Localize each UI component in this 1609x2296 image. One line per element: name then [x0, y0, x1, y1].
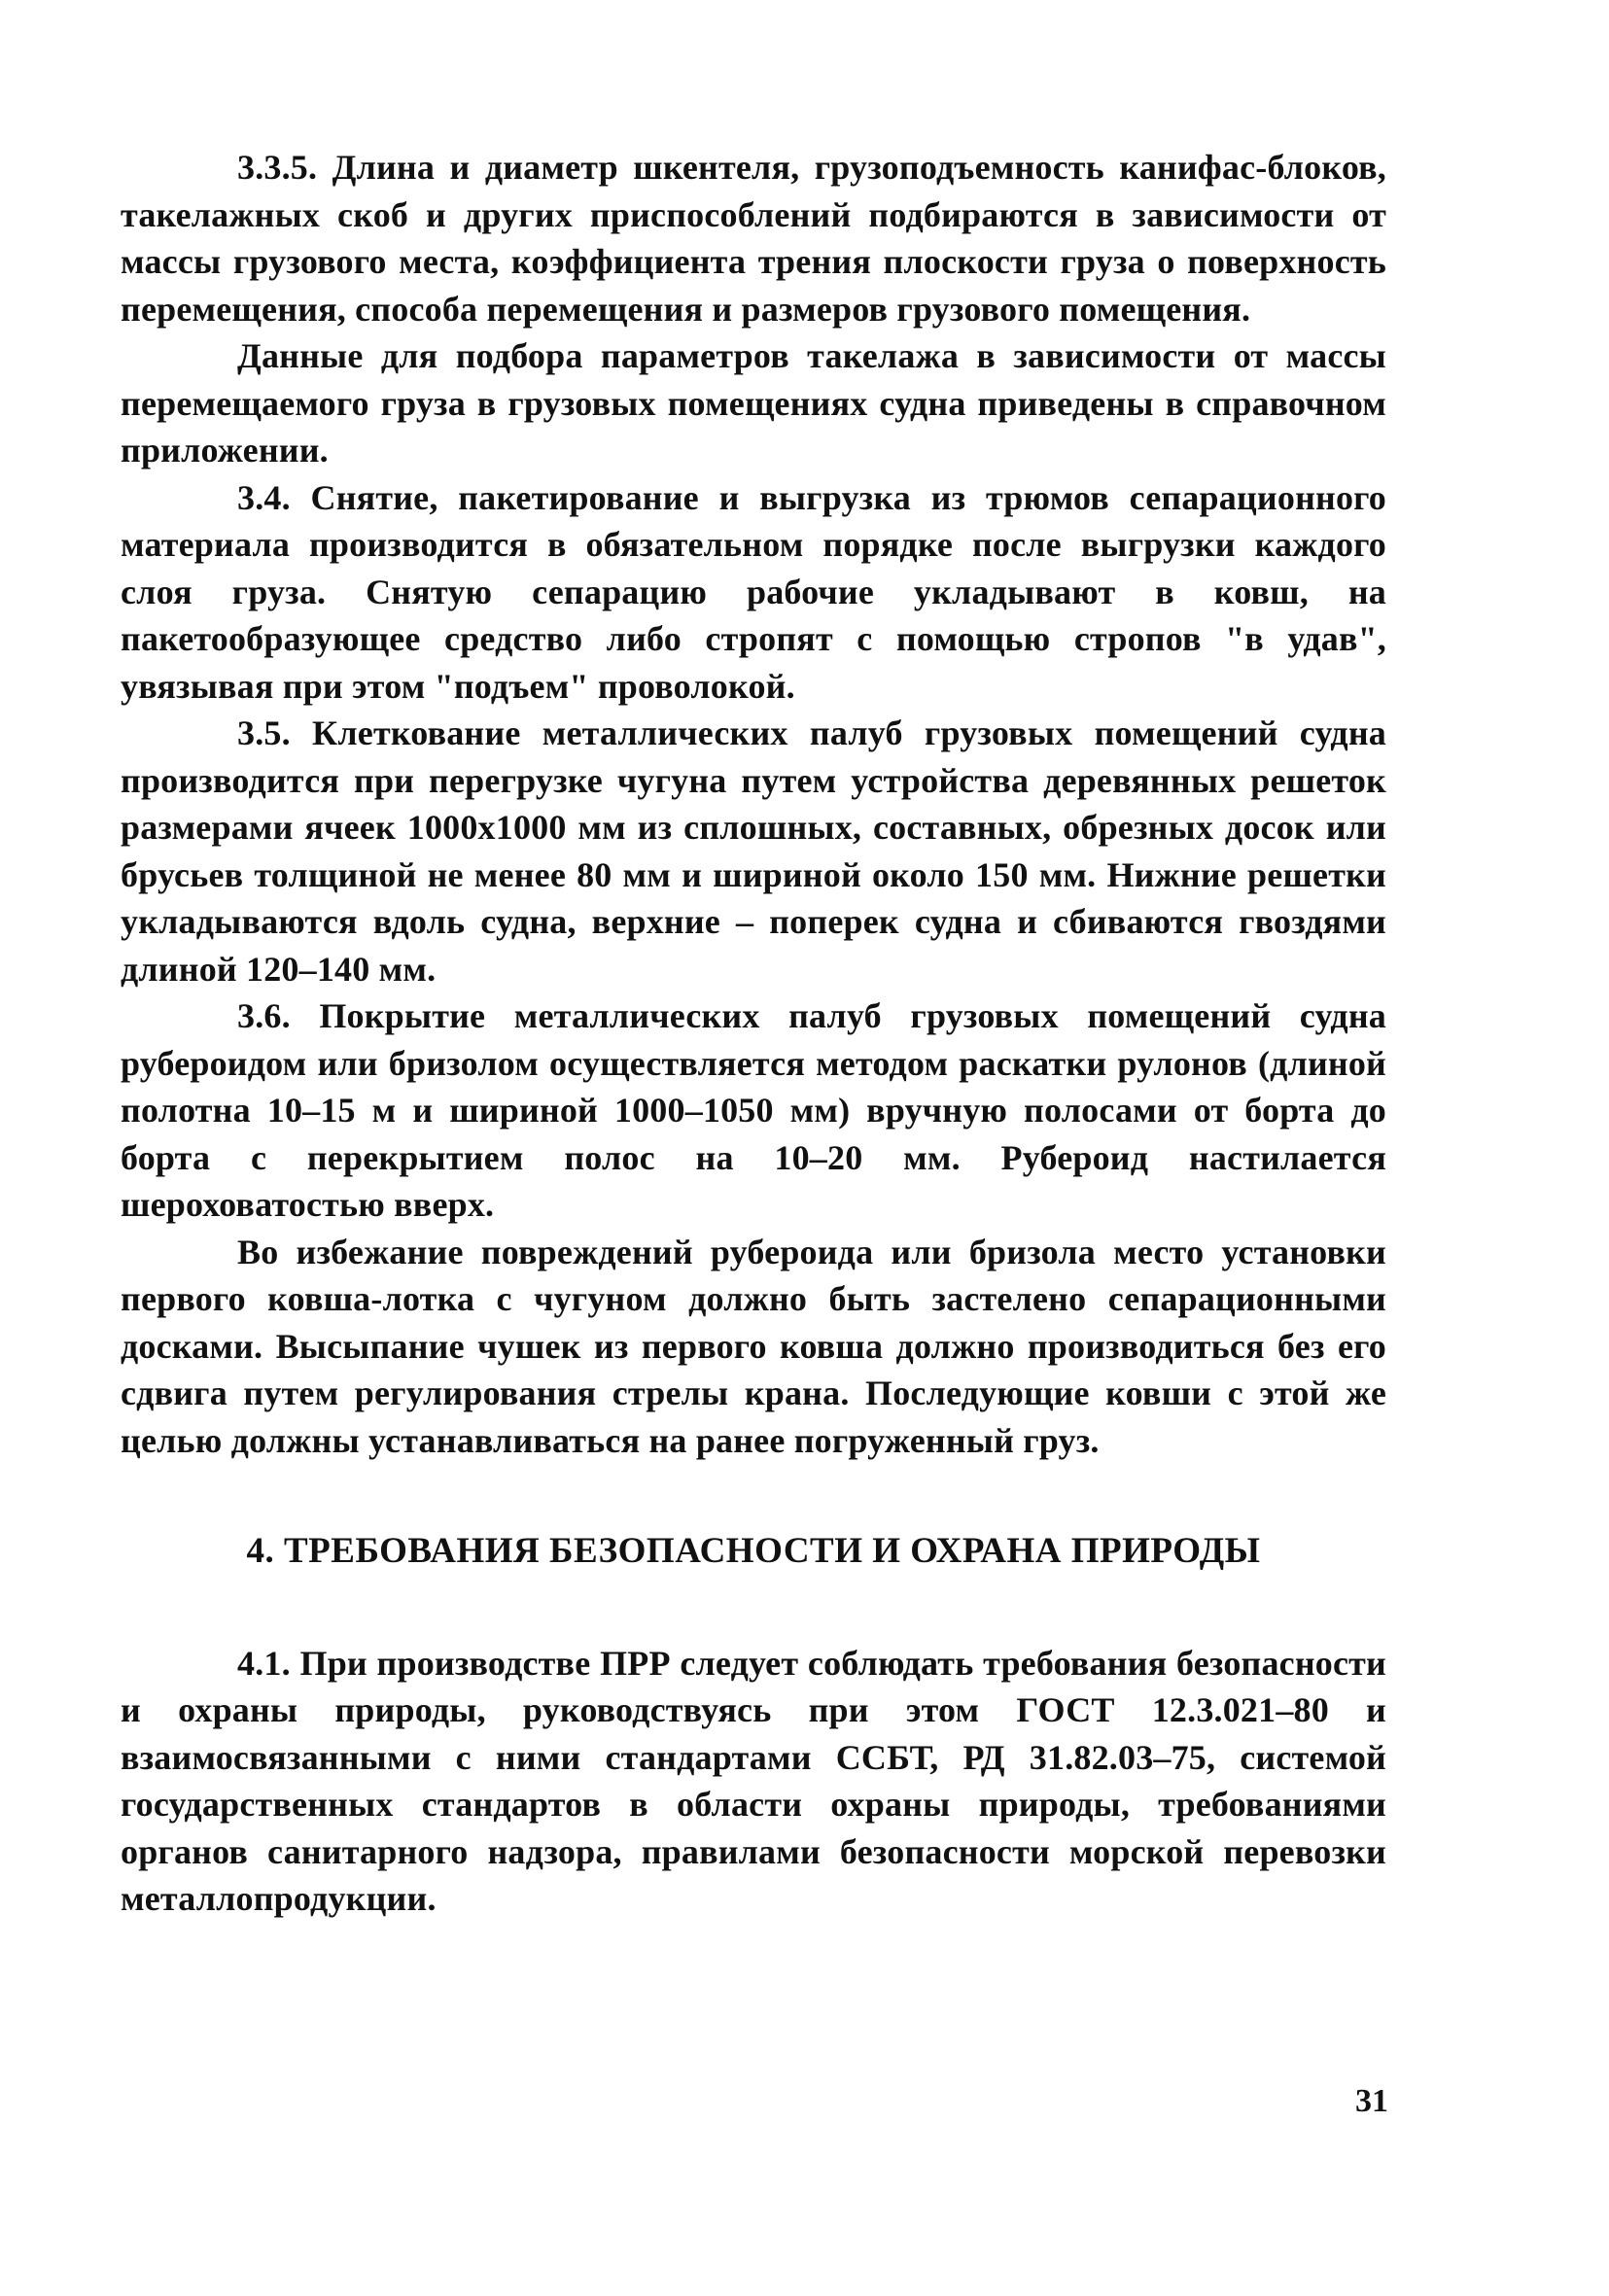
paragraph-3-4: 3.4. Снятие, пакетирование и выгрузка из трюмов сепарационного материала производится в обязательном порядке после выгрузки каждого слоя груза. Снятую сепарацию рабочие укладывают в ковш, на пакетообразующее средство либо стропят с помощью стропов "в удав", увязывая при этом "подъем" проволокой.	[121, 477, 1386, 706]
document-page	[121, 144, 1386, 1923]
paragraph-4-1: 4.1. При производстве ПРР следует соблюдать требования безопасности и охраны природы, руководствуясь при этом ГОСТ 12.3.021–80 и взаимосвязанными с ними стандартами ССБТ, РД 31.82.03–75, системой государственных стандартов в области охраны природы, требованиями органов санитарного надзора, правилами безопасности морской перевозки металлопродукции.	[121, 1643, 1386, 1918]
paragraph-3-5: 3.5. Клеткование металлических палуб грузовых помещений судна производится при перегрузке чугуна путем устройства деревянных решеток размерами ячеек 1000х1000 мм из сплошных, составных, обрезных досок или брусьев толщиной не менее 80 мм и шириной около 150 мм. Нижние решетки укладываются вдоль судна, верхние – поперек судна и сбиваются гвоздями длиной 120–140 мм.	[121, 713, 1386, 989]
paragraph-damage-prevention: Во избежание повреждений рубероида или бризола место установки первого ковша-лотка с чугуном должно быть застелено сепарационными досками. Высыпание чушек из первого ковша должно производиться без его сдвига путем регулирования стрелы крана. Последующие ковши с этой же целью должны устанавливаться на ранее погруженный груз.	[121, 1232, 1386, 1460]
paragraph-3-6: 3.6. Покрытие металлических палуб грузовых помещений судна рубероидом или бризолом осуществляется методом раскатки рулонов (длиной полотна 10–15 м и шириной 1000–1050 мм) вручную полосами от борта до борта с перекрытием полос на 10–20 мм. Рубероид настилается шероховатостью вверх.	[121, 996, 1386, 1224]
paragraph-3-3-5: 3.3.5. Длина и диаметр шкентеля, грузоподъемность канифас-блоков, такелажных скоб и других приспособлений подбираются в зависимости от массы грузового места, коэффициента трения плоскости груза о поверхность перемещения, способа перемещения и размеров грузового помещения.	[121, 148, 1386, 329]
paragraph-rigging-data: Данные для подбора параметров такелажа в зависимости от массы перемещаемого груза в грузовых помещениях судна приведены в справочном приложении.	[121, 336, 1386, 470]
page-number: 31	[1355, 2083, 1388, 2119]
section-heading: 4. ТРЕБОВАНИЯ БЕЗОПАСНОСТИ И ОХРАНА ПРИРОДЫ	[246, 1531, 1261, 1571]
